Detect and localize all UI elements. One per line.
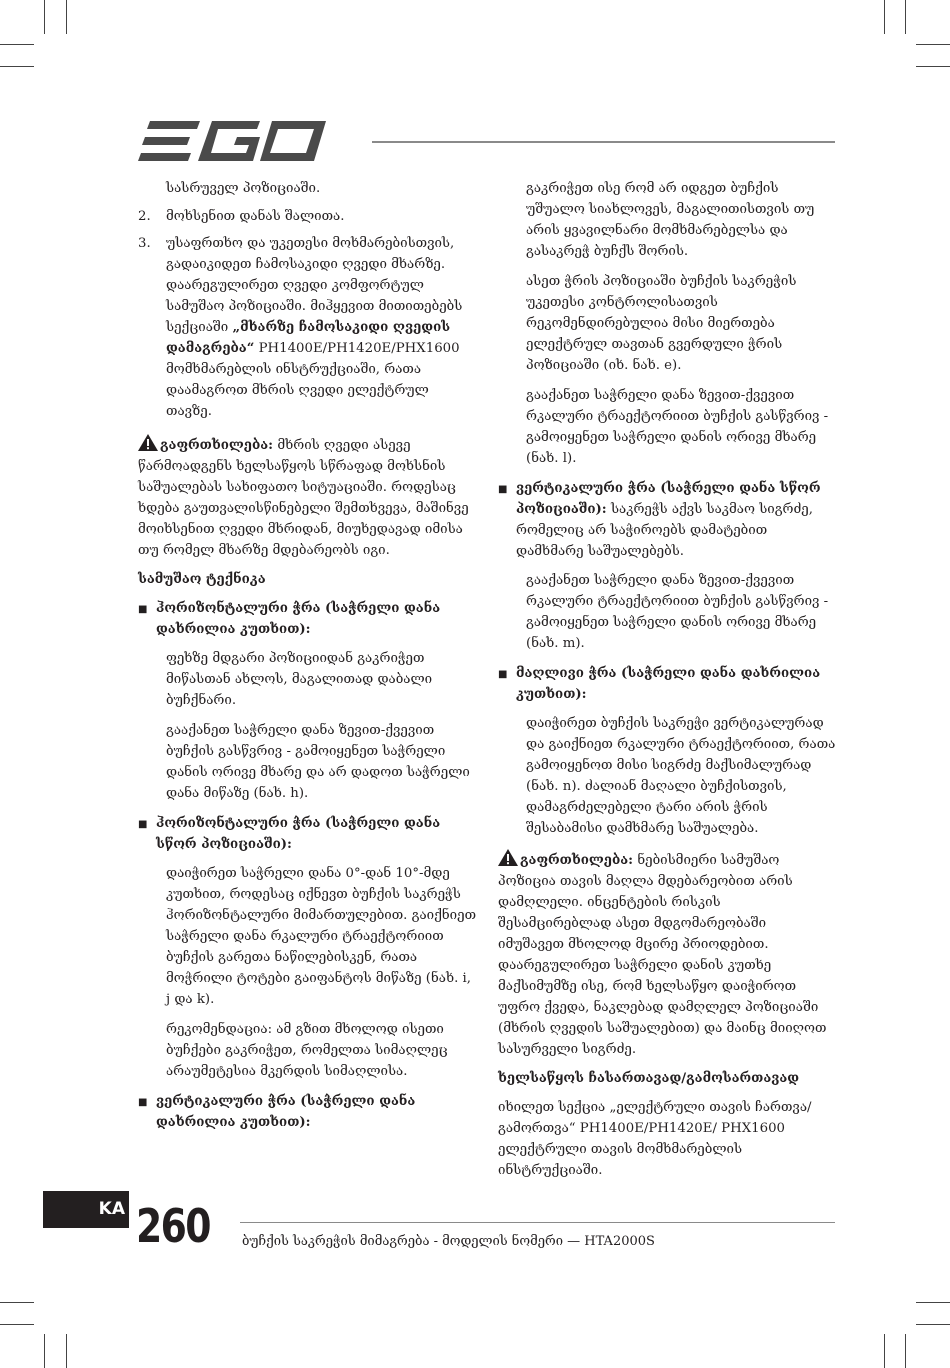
bullet-item [138,598,478,640]
bullet-item [138,1091,478,1133]
crop-mark [916,66,950,67]
header-rule [372,141,835,143]
bullet-body [498,713,836,839]
warning-block [498,849,836,1060]
crop-mark [884,0,885,34]
footer-text: ბუჩქის საკრეჭის მიმაგრება - მოდელის ნომერი — HTA2000S [242,1234,655,1249]
language-badge [43,1191,129,1228]
bullet-square-icon: ■ [138,819,148,830]
paragraph: გააქანეთ საჭრელი დანა ზევით-ქვევით ბუჩქის გასწვრივ - გამოიყენეთ საჭრელი დანის ორივე მხარე და არ დადოთ საჭრელი დანა მიწაზე (ნახ. h). [166,723,470,801]
bullet-title: მაღლივი ჭრა (საჭრელი დანა დახრილია კუთხით): [516,666,821,702]
item-text: მოხსენით დანას შალითა. [166,209,345,224]
paragraph: ფეხზე მდგარი პოზიციიდან გაკრიჭეთ მიწასთან ახლოს, მაგალითად დაბალი ბუჩქნარი. [166,651,433,708]
intro-line: სასრუველ პოზიციაში. [166,181,321,196]
bullet-title [516,478,836,562]
bullet-title: ჰორიზონტალური ჭრა (საჭრელი დანა დახრილია კუთხით): [156,601,441,637]
bullet-item [498,478,836,562]
crop-mark [66,0,67,34]
ego-logo [138,120,328,162]
warning-text: მხრის ღვედი ასევე წარმოადგენს ხელსაწყოს სწრაფად მოხსნის საშუალებას სახიფათო სიტუაციაში. როდესაც ხდება გაუთვალისწინებელი შემთხვევა, მაშინვე მოიხსენით ღვედი მხრიდან, მიუხედავად იმისა თუ რომელ მხარზე მდებარეობს იგი. [138,438,469,558]
bullet-square-icon: ■ [138,604,148,615]
warning-icon [498,849,518,866]
section-heading: ხელსაწყოს ჩასართავად/გამოსართავად [498,1071,800,1086]
bullet-square-icon: ■ [498,484,508,495]
paragraph: რეკომენდაცია: ამ გზით მხოლოდ ისეთი ბუჩქები გაკრიჭეთ, რომელთა სიმაღლეც არაუმეტესია მკერდის სიმაღლისა. [166,1022,448,1079]
warning-label: გაფრთხილება: [160,438,274,453]
language-code: KA [98,1199,125,1219]
crop-mark [0,66,34,67]
crop-mark [0,44,34,45]
crop-mark [66,1334,67,1368]
crop-mark [905,1334,906,1368]
warning-text: ნებისმიერი სამუშაო პოზიცია თავის მაღლა მდებარეობით არის დამღლელი. ინცენტების რისკის შესამცირებლად ასეთ მდგომარეობაში იმუშავეთ მხოლოდ მცირე პრიოდებით. დაარეგულირეთ საჭრელი დანის კუთხე მაქსიმუმზე ისე, რომ ხელსაწყო დაიჭიროთ უფრო ქვედა, ნაკლებად დამღლელ პოზიციაში (მხრის ღვედის საშუალებით) და მაინც მიიღოთ სასურველი სიგრძე. [498,853,827,1057]
crop-mark [916,44,950,45]
bullet-square-icon: ■ [138,1097,148,1108]
numbered-item [138,233,478,422]
footer-rule [240,1222,835,1223]
bullet-item [498,663,836,705]
numbered-item [138,206,478,227]
right-column [498,178,836,1188]
crop-mark [916,1302,950,1303]
left-column [138,178,478,1141]
section-reference: „მხარზე ჩამოსაკიდი ღვედის დამაგრება“ [166,320,451,356]
paragraph: დაიჭირეთ ბუჩქის საკრეჭი ვერტიკალურად და გაიქნიეთ რკალური ტრაექტორიით, რათა გამოიყენოთ მისი სიგრძე მაქსიმალურად (ნახ. n). ძალიან მაღალი ბუჩქისთვის, დამაგრძელებელი ტარი არის ჭრის შესაბამისი დამხმარე საშუალება. [526,716,836,836]
item-number: 3. [138,236,151,251]
paragraph: გააქანეთ საჭრელი დანა ზევით-ქვევით რკალური ტრაექტორიით ბუჩქის გასწვრივ - გამოიყენეთ საჭრელი დანის ორივე მხარე (ნახ. l). [526,388,829,466]
crop-mark [884,1334,885,1368]
bullet-body [498,570,836,654]
item-text-part: უსაფრთხო და უკეთესი მოხმარებისთვის, გადაიკიდეთ ჩამოსაკიდი ღვედი მხარზე. დაარეგულირეთ ღვედი კომფორტულ სამუშაო პოზიციაში. მიჰყევით მითითებებს სექციაში [166,236,463,335]
crop-mark [905,0,906,34]
bullet-title: ვერტიკალური ჭრა (საჭრელი დანა დახრილია კუთხით): [156,1094,416,1130]
item-number: 2. [138,209,151,224]
paragraph: იხილეთ სექცია „ელექტრული თავის ჩართვა/გამორთვა“ PH1400E/PH1420E/ PHX1600 ელექტრული თავის მომხმარებლის ინსტრუქციაში. [498,1100,812,1178]
bullet-square-icon: ■ [498,669,508,680]
item-text-part: PH1400E/PH1420E/PHX1600 მომხმარებლის ინსტრუქციაში, რათა დაამაგროთ მხრის ღვედი ელექტრულ თავზე. [166,341,460,419]
item-text [166,233,478,422]
crop-mark [44,0,45,34]
bullet-body [138,648,478,804]
warning-icon [138,434,158,451]
warning-label: გაფრთხილება: [520,853,634,868]
crop-mark [44,1334,45,1368]
bullet-item [138,813,478,855]
page-number: 260 [136,1199,210,1253]
warning-block [138,434,478,561]
crop-mark [916,1324,950,1325]
paragraph: დაიჭირეთ საჭრელი დანა 0°-დან 10°-მდე კუთხით, როდესაც იქნევთ ბუჩქის საკრეჭს ჰორიზონტალური მიმართულებით. გაიქნიეთ საჭრელი დანა რკალური ტრაექტორიით ბუჩქის გარეთა ნაწილებისკენ, რათა მოჭრილი ტოტები გაიფანტოს მიწაზე (ნახ. i, j და k). [166,866,477,1007]
paragraph: გააქანეთ საჭრელი დანა ზევით-ქვევით რკალური ტრაექტორიით ბუჩქის გასწვრივ - გამოიყენეთ საჭრელი დანის ორივე მხარე (ნახ. m). [526,573,829,651]
paragraph: ასეთ ჭრის პოზიციაში ბუჩქის საკრეჭის უკეთესი კონტროლისათვის რეკომენდირებულია მისი მიერთება ელექტრულ თავთან გვერდული ჭრის პოზიციაში (იხ. ნახ. e). [526,274,797,373]
bullet-title-rest: საკრეჭს აქვს საკმაო სიგრძე, რომელიც არ საჭიროებს დამატებით დამხმარე საშუალებებს. [516,502,813,559]
crop-mark [0,1302,34,1303]
bullet-body [498,178,836,469]
section-heading: სამუშაო ტექნიკა [138,572,266,587]
crop-mark [0,1324,34,1325]
bullet-title-bold: ვერტიკალური ჭრა (საჭრელი დანა სწორ პოზიციაში): [516,481,821,517]
bullet-title: ჰორიზონტალური ჭრა (საჭრელი დანა სწორ პოზიციაში): [156,816,441,852]
bullet-body [138,863,478,1082]
paragraph: გაკრიჭეთ ისე რომ არ იდგეთ ბუჩქის უშუალო სიახლოვეს, მაგალითისთვის თუ არის ყვავილნარი მომხმარებელსა და გასაკრეჭ ბუჩქს შორის. [526,181,815,259]
